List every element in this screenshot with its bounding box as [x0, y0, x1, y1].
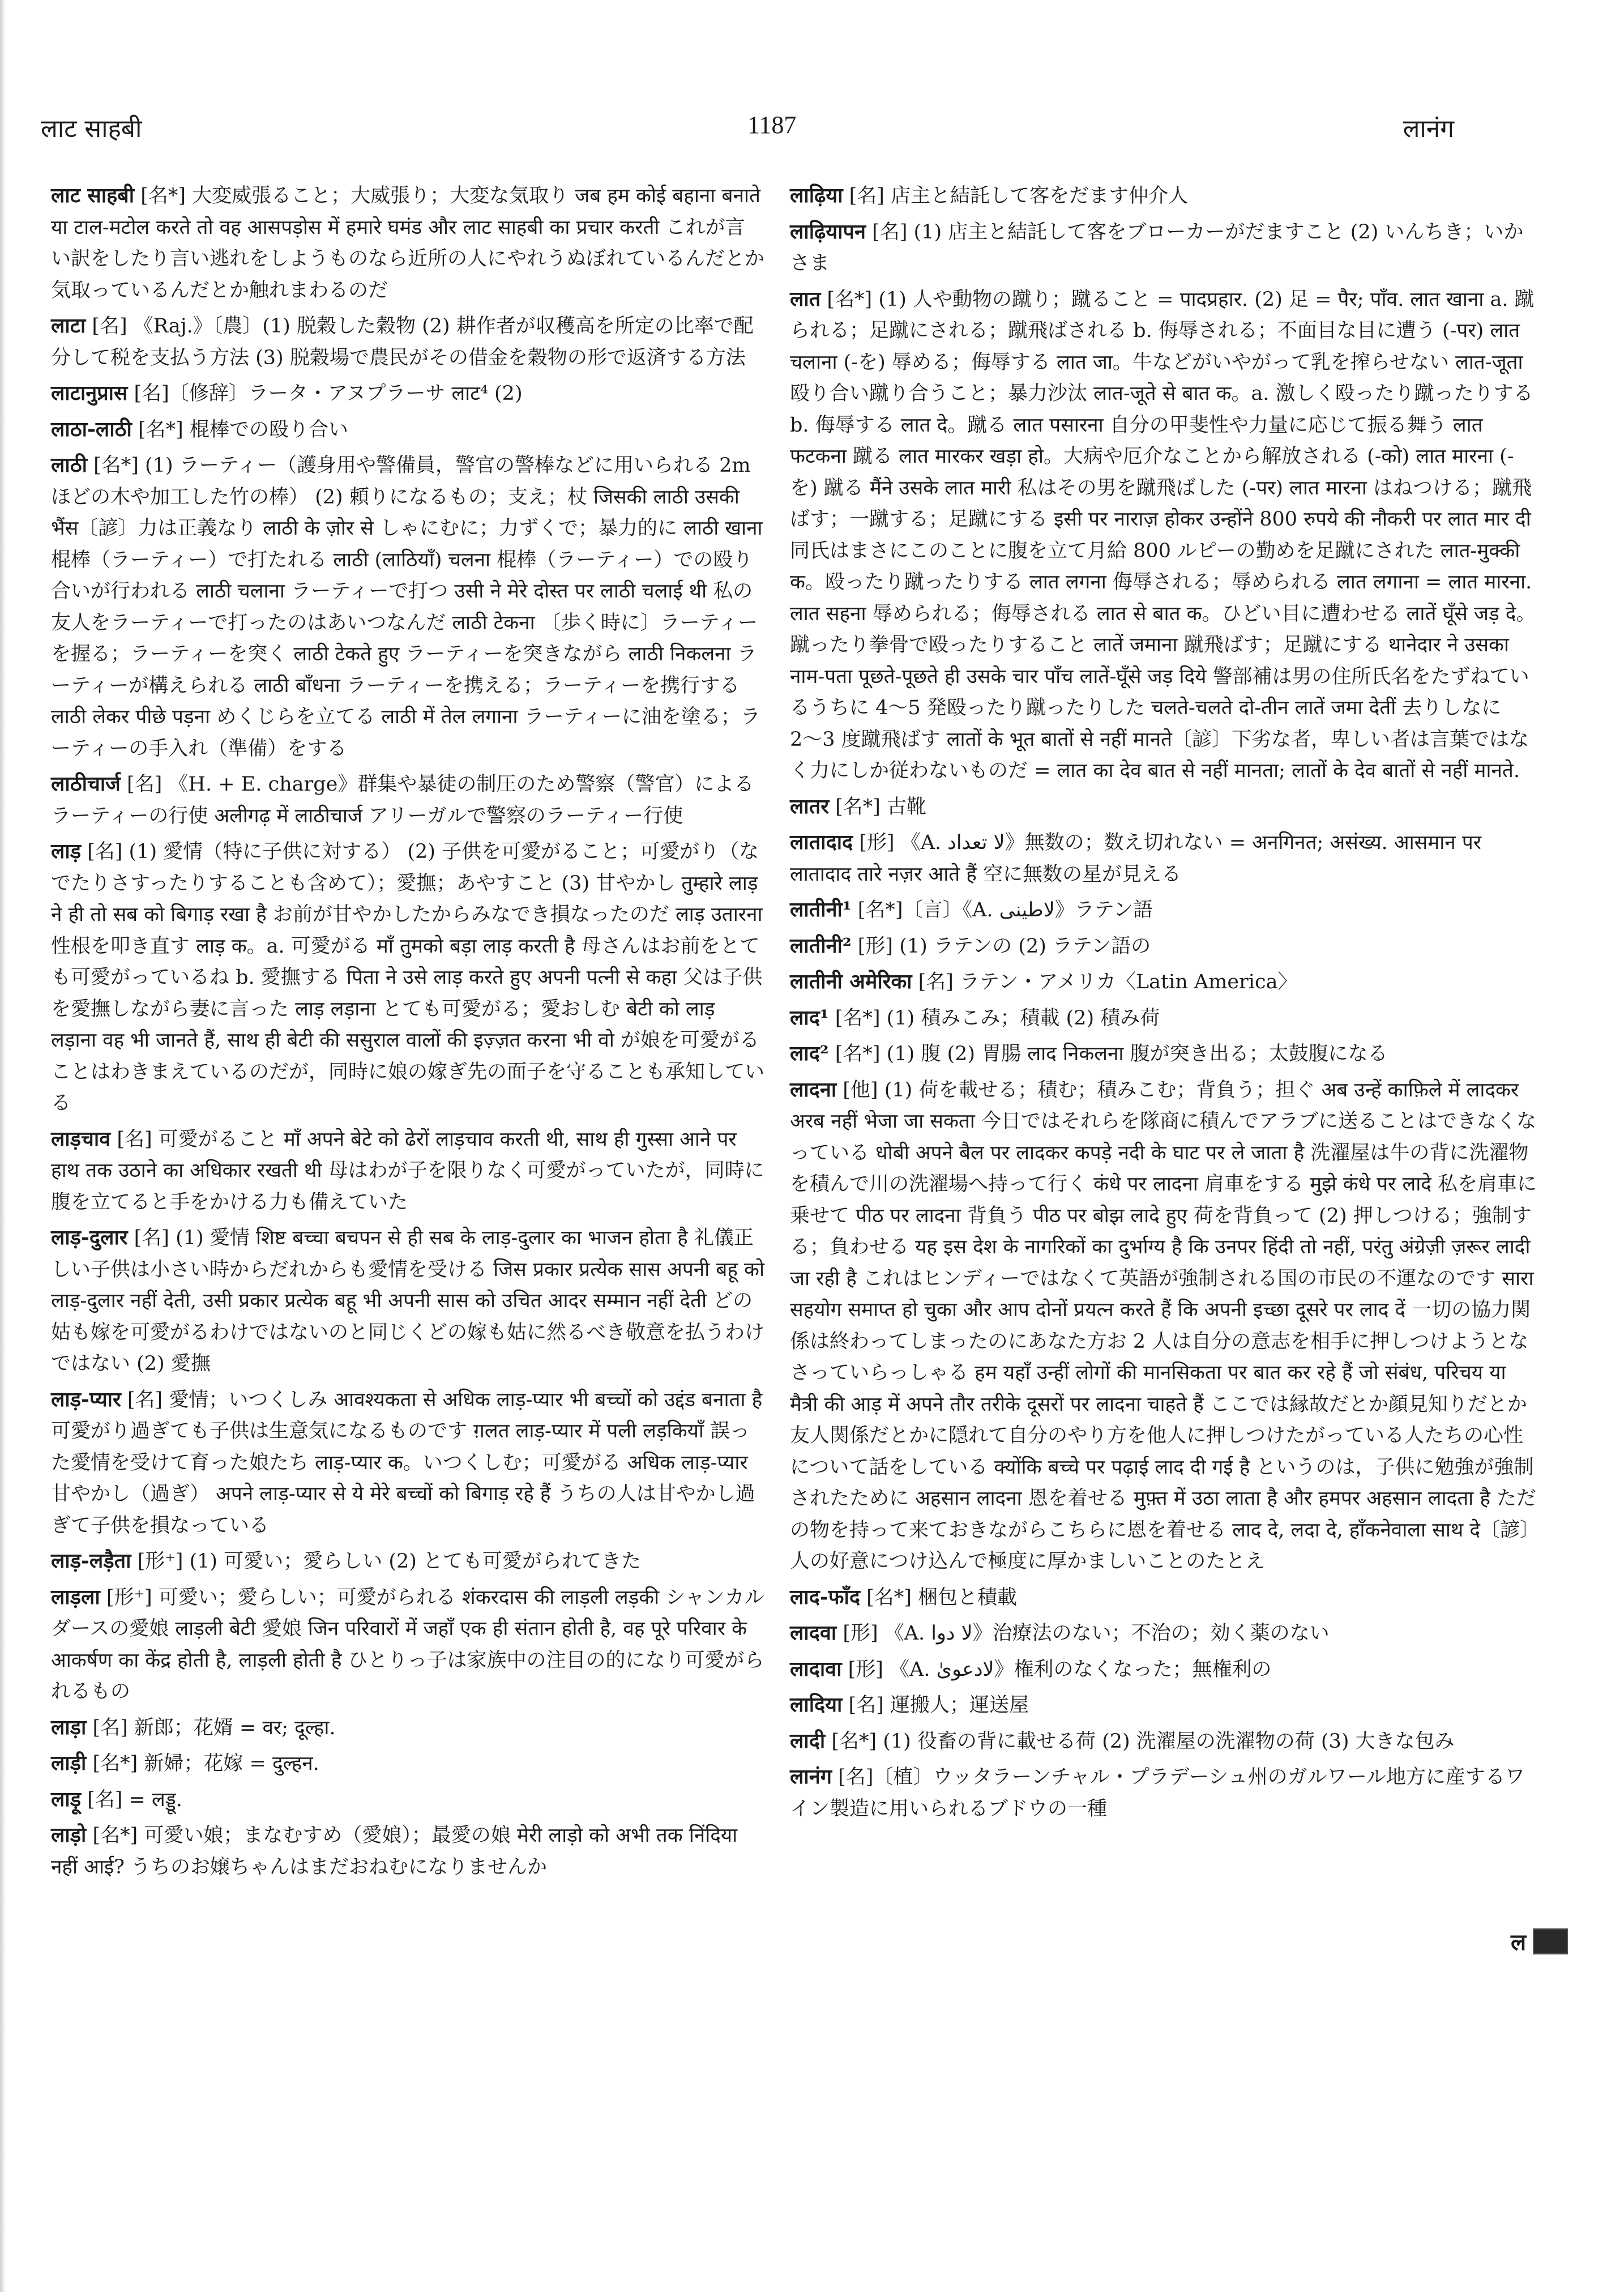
headword: लाड़ू	[51, 1787, 81, 1811]
headword: लाड़चाव	[51, 1126, 111, 1151]
definition: [名*] 可愛い娘；まなむすめ（愛娘）；最愛の娘 मेरी लाड़ो को अभी तक निंदिया नहीं आई? うちのお嬢ちゃんはまだおねむになりませんか	[51, 1824, 738, 1879]
headword: लाद²	[790, 1042, 829, 1065]
thumb-index	[1511, 1926, 1568, 1957]
headword: लाड़-दुलार	[51, 1226, 128, 1249]
dictionary-entry	[51, 310, 764, 374]
scan-edge	[0, 0, 6, 2292]
definition: [名*] 大変威張ること；大威張り；大変な気取り जब हम कोई बहाना बनाते या टाल-मटोल करते तो वह आसपड़ोस में हमारे घमंड और लाट साहबी का प्रचार करती これが言い訳をしたり言い逃れをしようものなら近所の人にやれうぬぼれているんだとか気取っているんだとか触れまわるのだ	[51, 185, 765, 302]
headword: लाड़ो	[51, 1823, 87, 1847]
definition: [名] (1) 愛情 शिष्ट बच्चा बचपन से ही सब के लाड़-दुलार का भाजन होता है 礼儀正しい子供は小さい時からだれからも愛情を受ける जिस प्रकार प्रत्येक सास अपनी बहू को लाड़-दुलार नहीं देती, उसी प्रकार प्रत्येक बहू भी अपनी सास को उचित आदर सम्मान नहीं देती どの姑も嫁を可愛がるわけではないのと同じくどの嫁も姑に然るべき敬意を払うわけではない (2) 愛撫	[51, 1227, 765, 1375]
headword: लाड़-प्यार	[51, 1387, 121, 1411]
headword: लाड़ला	[51, 1585, 100, 1609]
dictionary-entry	[51, 1222, 764, 1380]
headword: लानंग	[790, 1765, 832, 1789]
definition: [名*] (1) ラーティー（護身用や警備員，警官の警棒などに用いられる 2m ほどの木や加工した竹の棒） (2) 頼りになるもの；支え；杖 जिसकी लाठी उसकी भैंस〔諺〕力は正義なり लाठी के ज़ोर से しゃにむに；力ずくで；暴力的に लाठी खाना 棍棒（ラーティー）で打たれる लाठी (लाठियाँ) चलना 棍棒（ラーティー）での殴り合いが行われる लाठी चलाना ラーティーで打つ उसी ने मेरे दोस्त पर लाठी चलाई थी 私の友人をラーティーで打ったのはあいつなんだ लाठी टेकना 〔歩く時に〕ラーティーを握る；ラーティーを突く लाठी टेकते हुए ラーティーを突きながら लाठी निकलना ラーティーが構えられる लाठी बाँधना ラーティーを携える；ラーティーを携行する लाठी लेकर पीछे पड़ना めくじらを立てる लाठी में तेल लगाना ラーティーに油を塗る；ラーティーの手入れ（準備）をする	[51, 454, 763, 760]
dictionary-entry	[51, 1784, 764, 1816]
headword: लाद-फाँद	[790, 1585, 860, 1609]
headword: लातादाद	[790, 830, 853, 854]
dictionary-entry	[790, 1074, 1537, 1578]
dictionary-entry	[790, 1689, 1537, 1722]
dictionary-entry	[51, 1124, 764, 1219]
definition: [名] ラテン・アメリカ〈Latin America〉	[912, 971, 1298, 993]
definition: [名*] (1) 役畜の背に載せる荷 (2) 洗濯屋の洗濯物の荷 (3) 大きな包み	[825, 1730, 1455, 1753]
headword: लाद¹	[790, 1005, 829, 1030]
definition: [名]〔植〕ウッタラーンチャル・プラデーシュ州のガルワール地方に産するワイン製造に用いられるブドウの一種	[790, 1766, 1525, 1820]
headword: लादना	[790, 1077, 837, 1102]
definition: [形] 《A. لادعویٰ》権利のなくなった；無権利の	[841, 1658, 1272, 1681]
dictionary-entry	[790, 827, 1537, 890]
headword: लादावा	[790, 1657, 842, 1681]
definition: [形] 《A. لا تعداد》無数の；数え切れない = अनगिनत; असंख्य. आसमान पर लातादाद तारे नज़र आते हैं 空に無数の星が見える	[790, 831, 1482, 886]
headword: लाट साहबी	[51, 183, 135, 207]
headword: लाढ़ियापन	[790, 219, 866, 244]
dictionary-entry	[790, 1002, 1537, 1035]
dictionary-entry	[790, 180, 1537, 212]
definition: [名] 《H. + E. charge》群集や暴徒の制圧のため警察（警官）によるラーティーの行使 अलीगढ़ में लाठीचार्ज アリーガルで警察のラーティー行使	[51, 773, 754, 827]
dictionary-entry	[790, 931, 1537, 963]
headword: लातीनी अमेरिका	[790, 970, 912, 993]
headword: लादिया	[790, 1693, 843, 1717]
headword: लाड़	[51, 839, 81, 863]
right-column	[790, 180, 1537, 1829]
thumb-index-tab	[1533, 1928, 1568, 1954]
dictionary-entry	[790, 284, 1537, 787]
definition: [形] (1) ラテンの (2) ラテン語の	[851, 934, 1151, 958]
dictionary-entry	[51, 1748, 764, 1780]
header-guide-word-left: लाट साहबी	[41, 114, 142, 143]
headword: लात	[790, 287, 821, 311]
headword: लाड़ी	[51, 1751, 87, 1775]
definition: [名*] (1) 腹 (2) 胃腸 लाद निकलना 腹が突き出る；太鼓腹になる	[828, 1043, 1388, 1065]
definition: [名*] 新婦；花嫁 = दुल्हन.	[86, 1752, 319, 1775]
dictionary-entry	[790, 1761, 1537, 1825]
dictionary-entry	[51, 414, 764, 446]
definition: [名*] 梱包と積載	[860, 1586, 1018, 1609]
definition: [名*] (1) 積みこみ；積載 (2) 積み荷	[828, 1006, 1160, 1030]
dictionary-entry	[51, 1546, 764, 1578]
definition: [名] 《Raj.》〔農〕(1) 脱穀した穀物 (2) 耕作者が収穫高を所定の比率で配分して税を支払う方法 (3) 脱穀場で農民がその借金を穀物の形で返済する方法	[51, 315, 754, 369]
definition: [名] 愛情；いつくしみ आवश्यकता से अधिक लाड़-प्यार भी बच्चों को उद्दंड बनाता है 可愛がり過ぎても子供は生意気になるものです ग़लत लाड़-प्यार में पली लड़कियाँ 誤った愛情を受けて育った娘たち लाड़-प्यार क。いつくしむ；可愛がる अधिक लाड़-प्यार 甘やかし（過ぎ） अपने लाड़-प्यार से ये मेरे बच्चों को बिगाड़ रहे हैं うちの人は甘やかし過ぎて子供を損なっている	[51, 1388, 763, 1537]
dictionary-entry	[51, 836, 764, 1120]
headword: लातर	[790, 794, 829, 818]
definition: [名] 運搬人；運送屋	[842, 1694, 1029, 1717]
dictionary-entry	[790, 966, 1537, 998]
dictionary-entry	[51, 1384, 764, 1542]
dictionary-entry	[790, 1654, 1537, 1686]
headword: लाटानुप्रास	[51, 381, 128, 405]
dictionary-entry	[790, 1582, 1537, 1614]
definition: [他] (1) 荷を載せる；積む；積みこむ；背負う；担ぐ अब उन्हें काफ़िले में लादकर अरब नहीं भेजा जा सकता 今日ではそれらを隊商に積んでアラブに送ることはできなくなっている धोबी अपने बैल पर लादकर कपड़े नदी के घाट पर ले जाता है 洗濯屋は牛の背に洗濯物を積んで川の洗濯場へ持って行く कंधे पर लादना 肩車をする मुझे कंधे पर लादे 私を肩車に乗せて पीठ पर लादना 背負う पीठ पर बोझ लादे हुए 荷を背負って (2) 押しつける；強制する；負わせる यह इस देश के नागरिकों का दुर्भाग्य है कि उनपर हिंदी तो नहीं, परंतु अंग्रेज़ी ज़रूर लादी जा रही है これはヒンディーではなくて英語が強制される国の市民の不運なのです सारा सहयोग समाप्त हो चुका और आप दोनों प्रयत्न करते हैं कि अपनी इच्छा दूसरे पर लाद दें 一切の協力関係は終わってしまったのにあなた方お 2 人は自分の意志を相手に押しつけようとなさっていらっしゃる हम यहाँ उन्हीं लोगों की मानसिकता पर बात कर रहे हैं जो संबंध, परिचय या मैत्री की आड़ में अपने तौर तरीके दूसरों पर लादना चाहते हैं ここでは縁故だとか顔見知りだとか友人関係だとかに隠れて自分のやり方を他人に押しつけたがっている人たちの心性について話をしている क्योंकि बच्चे पर पढ़ाई लाद दी गई है というのは，子供に勉強が強制されたために अहसान लादना 恩を着せる मुफ़्त में उठा लाता है और हमपर अहसान लादता है ただの物を持って来ておきながらこちらに恩を着せる लाद दे, लदा दे, हाँकनेवाला साथ दे〔諺〕人の好意につけ込んで極度に厚かましいことのたとえ	[790, 1078, 1537, 1573]
headword: लाड़-लड़ैता	[51, 1549, 131, 1573]
definition: [名] (1) 店主と結託して客をブローカーがだますこと (2) いんちき；いかさま	[790, 220, 1524, 275]
thumb-index-letter: ल	[1511, 1929, 1527, 1956]
definition: [名]〔修辞〕ラータ・アヌプラーサ लाट⁴ (2)	[127, 382, 523, 405]
headword: लादवा	[790, 1621, 837, 1645]
headword: लाठी	[51, 453, 87, 477]
dictionary-entry	[51, 769, 764, 832]
definition: [名] (1) 愛情（特に子供に対する） (2) 子供を可愛がること；可愛がり（なでたりさすったりすることも含めて）；愛撫；あやすこと (3) 甘やかし तुम्हारे लाड़ ने ही तो सब को बिगाड़ रखा है お前が甘やかしたからみなでき損なったのだ लाड़ उतारना 性根を叩き直す लाड़ क。a. 可愛がる माँ तुमको बड़ा लाड़ करती है 母さんはお前をとても可愛がっているね b. 愛撫する पिता ने उसे लाड़ करते हुए अपनी पत्नी से कहा 父は子供を愛撫しながら妻に言った लाड़ लड़ाना とても可愛がる；愛おしむ बेटी को लाड़ लड़ाना वह भी जानते हैं, साथ ही बेटी की ससुराल वालों की इज़्ज़त करना भी वो が娘を可愛がることはわきまえているのだが，同時に娘の嫁ぎ先の面子を守ることも承知している	[51, 840, 765, 1115]
dictionary-entry	[51, 1820, 764, 1883]
headword: लाटा	[51, 314, 86, 338]
dictionary-entry	[790, 216, 1537, 280]
dictionary-entry	[790, 791, 1537, 823]
headword: लाठीचार्ज	[51, 772, 121, 796]
headword: लातीनी²	[790, 933, 852, 958]
dictionary-entry	[51, 378, 764, 410]
headword: लाड़ा	[51, 1715, 87, 1739]
headword: लादी	[790, 1728, 826, 1753]
definition: [形⁺] (1) 可愛い；愛らしい (2) とても可愛がられてきた	[131, 1550, 642, 1573]
dictionary-entry	[790, 894, 1537, 927]
dictionary-entry	[790, 1617, 1537, 1650]
definition: [形] 《A. لا دوا》治療法のない；不治の；効く薬のない	[836, 1622, 1330, 1645]
dictionary-entry	[790, 1726, 1537, 1758]
definition: [名*]〔言〕《A. لاطینی》ラテン語	[851, 899, 1153, 921]
dictionary-entry	[51, 180, 764, 306]
definition: [名] 店主と結託して客をだます仲介人	[843, 185, 1189, 207]
definition: [名*] 古靴	[828, 795, 927, 818]
definition: [名*] (1) 人や動物の蹴り；蹴ること = पादप्रहार. (2) 足 = पैर; पाँव. लात खाना a. 蹴られる；足蹴にされる；蹴飛ばされる b. 侮辱される；不面目な目に遭う (-पर) लात चलाना (-を) 辱める；侮辱する लात जा。牛などがいやがって乳を搾らせない लात-जूता 殴り合い蹴り合うこと；暴力沙汰 लात-जूते से बात क。a. 激しく殴ったり蹴ったりする b. 侮辱する लात दे。蹴る लात पसारना 自分の甲斐性や力量に応じて振る舞う लात फटकना 蹴る लात मारकर खड़ा हो。大病や厄介なことから解放される (-को) लात मारना (-を) 蹴る मैंने उसके लात मारी 私はその男を蹴飛ばした (-पर) लात मारना はねつける；蹴飛ばす；一蹴する；足蹴にする इसी पर नाराज़ होकर उन्होंने 800 रुपये की नौकरी पर लात मार दी 同氏はまさにこのことに腹を立て月給 800 ルピーの勤めを足蹴にされた लात-मुक्की क。殴ったり蹴ったりする लात लगना 侮辱される；辱められる लात लगाना = लात मारना. लात सहना 辱められる；侮辱される लात से बात क。ひどい目に遭わせる लातें घूँसे जड़ दे。蹴ったり拳骨で殴ったりすること लातें जमाना 蹴飛ばす；足蹴にする थानेदार ने उसका नाम-पता पूछते-पूछते ही उसके चार पाँच लातें-घूँसे जड़ दिये 警部補は男の住所氏名をたずねているうちに 4〜5 発殴ったり蹴ったりした चलते-चलते दो-तीन लातें जमा देतीं 去りしなに 2〜3 度蹴飛ばす लातों के भूत बातों से नहीं मानते〔諺〕下劣な者，卑しい者は言葉ではなく力にしか従わないものだ = लात का देव बात से नहीं मानता; लातों के देव बातों से नहीं मानते.	[790, 288, 1536, 782]
definition: [名] 可愛がること माँ अपने बेटे को ढेरों लाड़चाव करती थी, साथ ही गुस्सा आने पर हाथ तक उठाने का अधिकार रखती थी 母はわが子を限りなく可愛がっていたが，同時に腹を立てると手をかける力も備えていた	[51, 1128, 764, 1214]
headword: लाढ़िया	[790, 183, 843, 207]
dictionary-entry	[790, 1038, 1537, 1070]
dictionary-entry	[51, 1712, 764, 1744]
left-column	[51, 180, 764, 1887]
header-guide-word-right: लानंग	[1403, 114, 1454, 143]
definition: [形⁺] 可愛い；愛らしい；可愛がられる शंकरदास की लाड़ली लड़की シャンカルダースの愛娘 लाड़ली बेटी 愛娘 जिन परिवारों में जहाँ एक ही संतान होती है, वह पूरे परिवार के आकर्षण का केंद्र होती है, लाड़ली होती है ひとりっ子は家族中の注目の的になり可愛がられるもの	[51, 1586, 764, 1703]
dictionary-entry	[51, 450, 764, 765]
headword: लाठा-लाठी	[51, 417, 132, 441]
page-number: 1187	[747, 111, 797, 139]
definition: [名] 新郎；花婿 = वर; दूल्हा.	[86, 1716, 336, 1739]
dictionary-entry	[51, 1582, 764, 1708]
definition: [名] = लड्डू.	[81, 1788, 182, 1811]
headword: लातीनी¹	[790, 898, 852, 921]
definition: [名*] 棍棒での殴り合い	[131, 418, 348, 441]
